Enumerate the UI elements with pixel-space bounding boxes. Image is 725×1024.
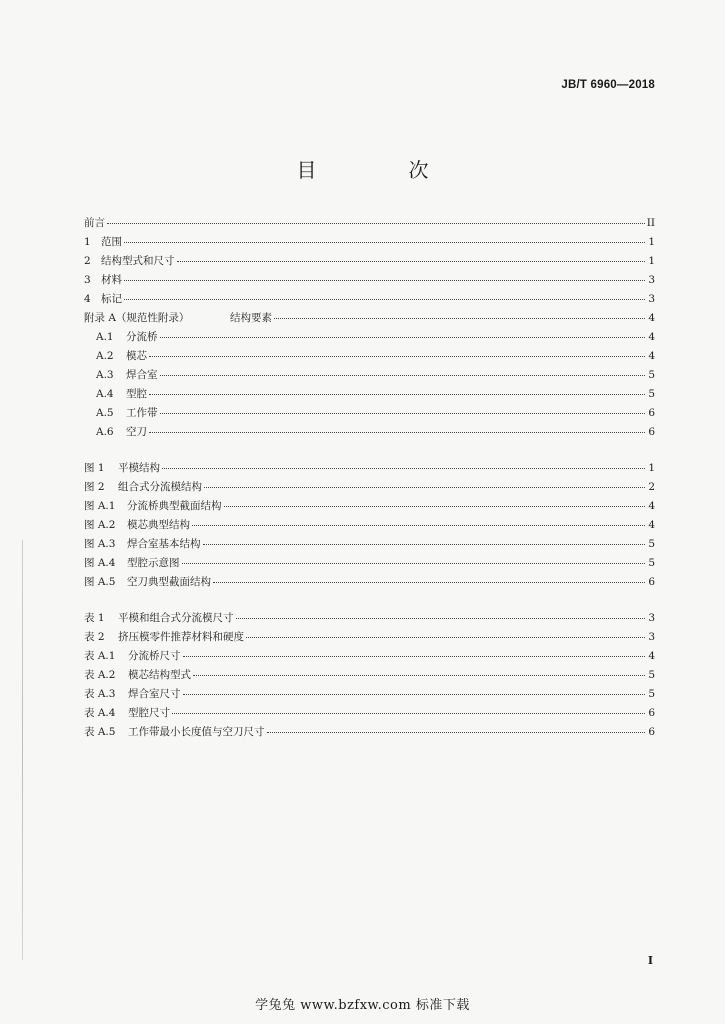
toc-table-entry[interactable]: [84, 685, 655, 704]
leader-dots: [192, 515, 645, 526]
scan-edge-mark: [22, 540, 23, 960]
toc-entry-label: 空刀: [126, 426, 147, 438]
toc-entry[interactable]: [84, 290, 655, 309]
toc-entry-page: 6: [648, 407, 655, 419]
toc-entry-page: 5: [648, 538, 655, 550]
leader-dots: [236, 608, 646, 619]
toc-entry-number: 表 A.2: [84, 669, 116, 681]
toc-entry-number: 表 A.1: [84, 650, 116, 662]
toc-figure-entry[interactable]: [84, 573, 655, 592]
toc-entry-label: 分流桥典型截面结构: [127, 500, 222, 512]
toc-entry-page: 3: [648, 612, 655, 624]
leader-dots: [172, 703, 645, 714]
toc-entry-page: 3: [648, 274, 655, 286]
toc-entry-number: 表 A.5: [84, 726, 116, 738]
toc-entry-page: 3: [648, 293, 655, 305]
toc-entry[interactable]: [84, 385, 655, 404]
toc-entry-number: 图 2: [84, 481, 105, 493]
toc-entry-label: 标记: [101, 293, 122, 305]
toc-entry-label: 范围: [101, 236, 122, 248]
toc-entry-number: 图 A.1: [84, 500, 116, 512]
toc-entry-label: 型腔示意图: [127, 557, 180, 569]
leader-dots: [193, 665, 645, 676]
toc-entry-label: 分流桥: [126, 331, 158, 343]
leader-dots: [274, 308, 645, 319]
leader-dots: [149, 422, 645, 433]
toc-figure-entry[interactable]: [84, 554, 655, 573]
leader-dots: [124, 232, 645, 243]
leader-dots: [149, 384, 645, 395]
leader-dots: [149, 346, 645, 357]
toc-entry[interactable]: [84, 404, 655, 423]
toc-entry-label: 平模和组合式分流模尺寸: [118, 612, 234, 624]
toc-entry-number: A.4: [96, 388, 114, 400]
leader-dots: [160, 365, 646, 376]
toc-entry-number: 附录 A（规范性附录）: [84, 312, 190, 324]
toc-entry-label: 型腔: [126, 388, 147, 400]
toc-entry-number: A.6: [96, 426, 114, 438]
toc-entry-page: 4: [648, 500, 655, 512]
toc-entry-label: 空刀典型截面结构: [127, 576, 211, 588]
toc-entry-number: 图 A.2: [84, 519, 116, 531]
toc-entry-page: 2: [648, 481, 655, 493]
toc-entry-number: 图 1: [84, 462, 105, 474]
toc-entry-appendix[interactable]: [84, 309, 655, 328]
leader-dots: [213, 572, 645, 583]
standard-number: JB/T 6960—2018: [561, 79, 655, 91]
toc-entry-label: 结构型式和尺寸: [101, 255, 175, 267]
toc-entry[interactable]: [84, 347, 655, 366]
toc-entry-page: 1: [648, 462, 655, 474]
toc-figure-entry[interactable]: [84, 497, 655, 516]
toc-entry-page: 6: [648, 426, 655, 438]
toc-entry-number: A.1: [96, 331, 114, 343]
leader-dots: [183, 646, 646, 657]
toc-entry-label: 挤压模零件推荐材料和硬度: [118, 631, 244, 643]
toc-entry[interactable]: [84, 423, 655, 442]
toc-entry-page: 6: [648, 707, 655, 719]
toc-entry[interactable]: [84, 271, 655, 290]
toc-figure-entry[interactable]: [84, 478, 655, 497]
toc-entry[interactable]: [84, 252, 655, 271]
toc-entry-page: II: [646, 217, 655, 229]
toc-entry-label: 工作带: [126, 407, 158, 419]
toc-entry-label: 焊合室: [126, 369, 158, 381]
toc-table-entry[interactable]: [84, 704, 655, 723]
table-of-contents: [84, 214, 655, 742]
toc-entry-number: 4: [84, 293, 91, 305]
toc-entry-label: 工作带最小长度值与空刀尺寸: [128, 726, 265, 738]
toc-entry-label: 前言: [84, 217, 105, 229]
toc-entry-label: 组合式分流模结构: [118, 481, 202, 493]
toc-entry-label: 焊合室尺寸: [128, 688, 181, 700]
toc-entry-page: 5: [648, 369, 655, 381]
leader-dots: [224, 496, 646, 507]
toc-entry-page: 5: [648, 557, 655, 569]
toc-entry-page: 4: [648, 312, 655, 324]
toc-entry-page: 6: [648, 576, 655, 588]
leader-dots: [204, 477, 645, 488]
toc-table-entry[interactable]: [84, 723, 655, 742]
toc-entry-page: 1: [648, 236, 655, 248]
toc-figure-entry[interactable]: [84, 459, 655, 478]
toc-entry[interactable]: [84, 214, 655, 233]
page-title: 目 次: [296, 158, 465, 182]
toc-table-entry[interactable]: [84, 628, 655, 647]
leader-dots: [160, 327, 646, 338]
toc-entry-label: 分流桥尺寸: [128, 650, 181, 662]
toc-entry-number: A.3: [96, 369, 114, 381]
toc-entry-label: 模芯典型结构: [127, 519, 190, 531]
leader-dots: [182, 553, 646, 564]
leader-dots: [107, 213, 645, 224]
leader-dots: [246, 627, 645, 638]
toc-entry-label: 平模结构: [118, 462, 160, 474]
toc-entry-label: 结构要素: [230, 312, 272, 324]
toc-entry-number: 表 A.3: [84, 688, 116, 700]
leader-dots: [203, 534, 646, 545]
toc-entry-page: 4: [648, 650, 655, 662]
toc-entry-page: 3: [648, 631, 655, 643]
toc-entry-number: 2: [84, 255, 91, 267]
toc-entry-number: 3: [84, 274, 91, 286]
toc-entry[interactable]: [84, 366, 655, 385]
toc-table-entry[interactable]: [84, 666, 655, 685]
toc-entry-page: 4: [648, 519, 655, 531]
leader-dots: [162, 458, 645, 469]
toc-entry-label: 焊合室基本结构: [127, 538, 201, 550]
toc-entry-page: 5: [648, 388, 655, 400]
toc-entry-page: 4: [648, 331, 655, 343]
page-number: I: [647, 954, 653, 967]
toc-entry-number: 表 1: [84, 612, 105, 624]
toc-table-entry[interactable]: [84, 647, 655, 666]
toc-entry-number: 1: [84, 236, 91, 248]
watermark-text: 学兔兔 www.bzfxw.com 标准下载: [255, 998, 470, 1013]
toc-tables-section: [84, 609, 655, 742]
toc-entry-number: 图 A.4: [84, 557, 116, 569]
toc-figure-entry[interactable]: [84, 535, 655, 554]
leader-dots: [177, 251, 646, 262]
toc-entry-label: 型腔尺寸: [128, 707, 170, 719]
toc-entry-page: 5: [648, 669, 655, 681]
leader-dots: [267, 722, 646, 733]
toc-entry-number: 图 A.3: [84, 538, 116, 550]
toc-main-section: [84, 214, 655, 442]
leader-dots: [183, 684, 646, 695]
toc-table-entry[interactable]: [84, 609, 655, 628]
toc-entry-number: A.2: [96, 350, 114, 362]
toc-entry-label: 模芯: [126, 350, 147, 362]
toc-entry-page: 1: [648, 255, 655, 267]
toc-entry-label: 模芯结构型式: [128, 669, 191, 681]
toc-entry-number: 表 A.4: [84, 707, 116, 719]
toc-entry-page: 4: [648, 350, 655, 362]
toc-figure-entry[interactable]: [84, 516, 655, 535]
leader-dots: [124, 270, 645, 281]
toc-entry-label: 材料: [101, 274, 122, 286]
leader-dots: [160, 403, 646, 414]
toc-entry[interactable]: [84, 328, 655, 347]
toc-entry-page: 5: [648, 688, 655, 700]
toc-entry-page: 6: [648, 726, 655, 738]
toc-entry-number: A.5: [96, 407, 114, 419]
leader-dots: [124, 289, 645, 300]
toc-entry[interactable]: [84, 233, 655, 252]
toc-entry-number: 表 2: [84, 631, 105, 643]
toc-entry-number: 图 A.5: [84, 576, 116, 588]
toc-figures-section: [84, 459, 655, 592]
